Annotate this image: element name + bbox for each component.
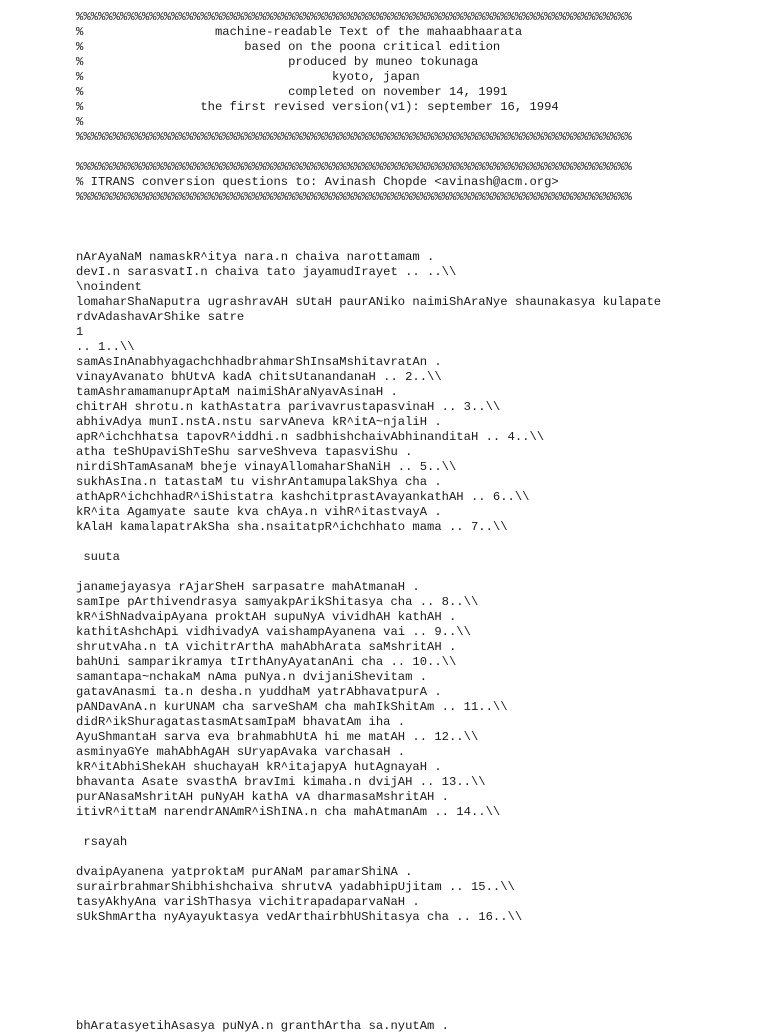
verse-line: bhavanta Asate svasthA bravImi kimaha.n dvijAH .. 13..\\ (76, 775, 486, 789)
verse-line: bahUni samparikramya tIrthAnyAyatanAni cha .. 10..\\ (76, 655, 457, 669)
verse-line: devI.n sarasvatI.n chaiva tato jayamudIrayet .. ..\\ (76, 265, 457, 279)
verse-line: gatavAnasmi ta.n desha.n yuddhaM yatrAbhavatpurA . (76, 685, 442, 699)
itrans-line: %%%%%%%%%%%%%%%%%%%%%%%%%%%%%%%%%%%%%%%%%%%%%%%%%%%%%%%%%%%%%%%%%%%%%%%%%%%% (76, 190, 632, 204)
verse-line: apR^ichchhatsa tapovR^iddhi.n sadbhishchaivAbhinanditaH .. 4..\\ (76, 430, 545, 444)
itrans-line: %%%%%%%%%%%%%%%%%%%%%%%%%%%%%%%%%%%%%%%%%%%%%%%%%%%%%%%%%%%%%%%%%%%%%%%%%%%% (76, 160, 632, 174)
verse-line: samantapa~nchakaM nAma puNya.n dvijaniShevitam . (76, 670, 428, 684)
verse-line: tamAshramamanuprAptaM naimiShAraNyavAsinaH . (76, 385, 398, 399)
spacer (76, 205, 756, 250)
itrans-note-block (76, 160, 756, 205)
spacer (76, 850, 756, 865)
header-line: % (76, 115, 84, 129)
verse-line: chitrAH shrotu.n kathAstatra parivavrustapasvinaH .. 3..\\ (76, 400, 501, 414)
verse-line: samIpe pArthivendrasya samyakpArikShitasya cha .. 8..\\ (76, 595, 479, 609)
verse-line: asminyaGYe mahAbhAgAH sUryapAvaka varchasaH . (76, 745, 406, 759)
verse-line: abhivAdya munI.nstA.nstu sarvAneva kR^itA~njaliH . (76, 415, 442, 429)
verse-line: sukhAsIna.n tatastaM tu vishrAntamupalakShya cha . (76, 475, 442, 489)
verse-line: janamejayasya rAjarSheH sarpasatre mahAtmanaH . (76, 580, 420, 594)
verse-line: AyuShmantaH sarva eva brahmabhUtA hi me matAH .. 12..\\ (76, 730, 479, 744)
verse-line: itivR^ittaM narendrANAmR^iShINA.n cha mahAtmanAm .. 14..\\ (76, 805, 501, 819)
verse-line: rdvAdashavArShike satre (76, 310, 245, 324)
spacer (76, 565, 756, 580)
verse-line: atha teShUpaviShTeShu sarveShveva tapasviShu . (76, 445, 413, 459)
itrans-line: % ITRANS conversion questions to: Avinash Chopde <avinash@acm.org> (76, 175, 559, 189)
verse-line: samAsInAnabhyagachchhadbrahmarShInsaMshitavratAn . (76, 355, 442, 369)
document-page (76, 10, 756, 1034)
header-line: % machine-readable Text of the mahaabhaarata (76, 25, 523, 39)
rsayah-verses (76, 865, 756, 925)
verse-line: nirdiShTamAsanaM bheje vinayAllomaharShaNiH .. 5..\\ (76, 460, 457, 474)
verse-line: sUkShmArtha nyAyayuktasya vedArthairbhUShitasya cha .. 16..\\ (76, 910, 523, 924)
verse-line: lomaharShaNaputra ugrashravAH sUtaH paurANiko naimiShAraNye shaunakasya kulapate (76, 295, 662, 309)
verse-line: kathitAshchApi vidhivadyA vaishampAyanena vai .. 9..\\ (76, 625, 471, 639)
verse-line: kAlaH kamalapatrAkSha sha.nsaitatpR^ichchhato mama .. 7..\\ (76, 520, 508, 534)
final-lines (76, 1019, 756, 1034)
verse-line: kR^iShNadvaipAyana proktAH supuNyA vividhAH kathAH . (76, 610, 457, 624)
verse-line: surairbrahmarShibhishchaiva shrutvA yadabhipUjitam .. 15..\\ (76, 880, 515, 894)
header-line: % kyoto, japan (76, 70, 420, 84)
spacer (76, 925, 756, 1019)
verse-line: dvaipAyanena yatproktaM purANaM paramarShiNA . (76, 865, 413, 879)
verse-line: tasyAkhyAna variShThasya vichitrapadaparvaNaH . (76, 895, 420, 909)
header-line: % based on the poona critical edition (76, 40, 501, 54)
verse-line: shrutvAha.n tA vichitrArthA mahAbhArata saMshritAH . (76, 640, 457, 654)
verse-line: vinayAvanato bhUtvA kadA chitsUtanandanaH .. 2..\\ (76, 370, 442, 384)
header-block (76, 10, 756, 145)
spacer (76, 535, 756, 550)
header-line: %%%%%%%%%%%%%%%%%%%%%%%%%%%%%%%%%%%%%%%%%%%%%%%%%%%%%%%%%%%%%%%%%%%%%%%%%%%% (76, 10, 632, 24)
header-line: % produced by muneo tokunaga (76, 55, 479, 69)
header-line: % completed on november 14, 1991 (76, 85, 508, 99)
verse-line: \noindent (76, 280, 142, 294)
intro-verses (76, 250, 756, 535)
verse-line: kR^ita Agamyate saute kva chAya.n vihR^itastvayA . (76, 505, 442, 519)
verse-line: nArAyaNaM namaskR^itya nara.n chaiva narottamam . (76, 250, 435, 264)
section-heading-suuta: suuta (76, 550, 120, 564)
section-heading-rsayah: rsayah (76, 835, 128, 849)
verse-line: 1 (76, 325, 84, 339)
verse-line: bhAratasyetihAsasya puNyA.n granthArtha sa.nyutAm . (76, 1019, 449, 1033)
verse-line: pANDavAnA.n kurUNAM cha sarveShAM cha mahIkShitAm .. 11..\\ (76, 700, 508, 714)
spacer (76, 820, 756, 835)
suuta-verses (76, 580, 756, 820)
header-line: % the first revised version(v1): september 16, 1994 (76, 100, 559, 114)
spacer (76, 145, 756, 160)
header-line: %%%%%%%%%%%%%%%%%%%%%%%%%%%%%%%%%%%%%%%%%%%%%%%%%%%%%%%%%%%%%%%%%%%%%%%%%%%% (76, 130, 632, 144)
verse-line: purANasaMshritAH puNyAH kathA vA dharmasaMshritAH . (76, 790, 449, 804)
verse-line: athApR^ichchhadR^iShistatra kashchitprastAvayankathAH .. 6..\\ (76, 490, 530, 504)
verse-line: .. 1..\\ (76, 340, 135, 354)
verse-line: didR^ikShuragatastasmAtsamIpaM bhavatAm iha . (76, 715, 406, 729)
verse-line: kR^itAbhiShekAH shuchayaH kR^itajapyA hutAgnayaH . (76, 760, 442, 774)
